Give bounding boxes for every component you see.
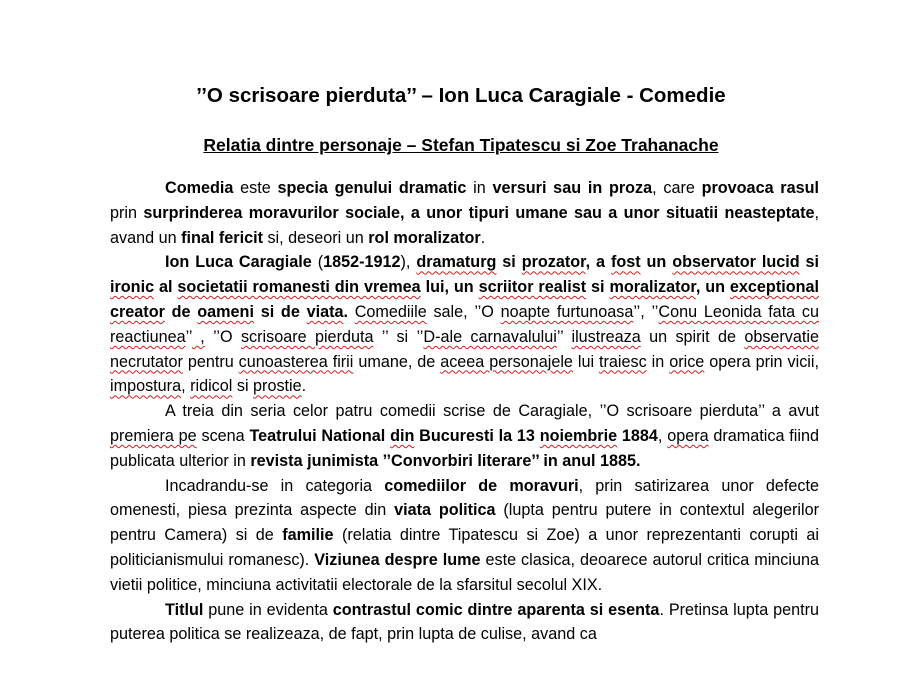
text-run: un spirit de <box>640 327 745 346</box>
text-run: , prin satirizarea unor defecte omenesti, piesa prezinta aspecte din <box>110 476 820 520</box>
text-run: lui <box>572 352 600 371</box>
text-run: in <box>466 179 493 197</box>
text-run: premiera pe <box>110 426 197 445</box>
text-run: impostura <box>110 377 182 396</box>
text-run: observator lucid <box>672 253 800 272</box>
paragraph-author <box>110 250 819 399</box>
text-run: , <box>191 327 205 346</box>
text-run: comediilor de moravuri <box>384 476 579 495</box>
text-run: provoaca rasul <box>701 179 819 197</box>
text-run: scena <box>196 426 250 445</box>
text-run: prin <box>110 203 144 222</box>
text-run: moralizator <box>609 278 696 297</box>
text-run: ’’ <box>556 327 572 346</box>
text-run: revista junimista ’’Convorbiri literare’’ in anul 1885. <box>250 451 641 470</box>
text-run: ridicol <box>190 377 233 396</box>
text-run: Viziunea despre lume <box>314 550 481 569</box>
text-run: viata <box>306 302 344 321</box>
document-title: ’’O scrisoare pierduta’’ – Ion Luca Caragiale - Comedie <box>196 84 726 107</box>
text-run: Incadrandu-se in categoria <box>165 476 385 495</box>
text-run: . <box>301 377 307 396</box>
text-run: dramaturg <box>416 253 497 272</box>
text-run: ’’ <box>185 327 192 346</box>
text-run: cunoasterea firii <box>238 352 354 371</box>
text-run: al <box>154 278 178 297</box>
paragraph-title-analysis <box>110 598 819 648</box>
text-run: sale, ’’O <box>426 302 501 321</box>
text-run: orice <box>669 352 705 371</box>
text-run: ( <box>311 253 324 272</box>
text-run: in <box>646 352 670 371</box>
text-run: fost <box>610 253 641 272</box>
text-run: si, deseori un <box>262 228 369 247</box>
text-run: viata politica <box>394 501 496 520</box>
text-run: Bucuresti la 13 <box>414 426 540 445</box>
text-run: ), <box>400 253 417 272</box>
text-run: noiembrie <box>539 426 618 445</box>
text-run <box>348 303 355 321</box>
subtitle-text: Relatia dintre personaje – Stefan Tipatescu si Zoe Trahanache <box>203 135 719 155</box>
text-run: ’’, ’’ <box>633 302 659 321</box>
text-run: 1852-1912 <box>323 253 401 272</box>
document-body <box>110 176 819 647</box>
text-run: Ion Luca Caragiale <box>165 253 312 272</box>
text-run: umane, de <box>353 352 441 371</box>
text-run: , a <box>585 253 611 272</box>
paragraph-category <box>110 474 819 598</box>
text-run: Teatrului National <box>249 426 391 445</box>
text-run: . <box>480 228 486 247</box>
text-run: opera prin vicii, <box>704 352 819 371</box>
text-run: Conu Leonida fata cu reactiunea <box>110 302 820 346</box>
text-run: . Pretinsa lupta pentru puterea politica se realizeaza, de fapt, prin lupta de culise, avand ca <box>110 600 819 644</box>
text-run: din <box>390 426 415 445</box>
text-run: surprinderea moravurilor sociale, a unor tipuri umane sau a unor situatii neasteptate <box>143 203 815 222</box>
text-run: lui, un <box>420 278 479 297</box>
text-run: noapte furtunoasa <box>500 302 634 321</box>
text-run: scriitor realist <box>478 278 587 297</box>
text-run: un <box>640 253 673 272</box>
text-run: ironic <box>110 278 155 297</box>
text-run: , <box>657 426 668 445</box>
text-run: societatii romanesti din vremea <box>177 278 421 297</box>
text-run: observatie necrutator <box>110 327 819 371</box>
document-subtitle <box>0 133 922 157</box>
text-run: specia genului dramatic <box>277 179 467 197</box>
text-run: este <box>233 179 278 197</box>
text-run: Comedia <box>165 179 234 197</box>
text-run: rol moralizator <box>368 228 481 247</box>
text-run: final fericit <box>181 228 263 247</box>
text-run: dramatica fiind publicata ulterior in <box>110 426 819 470</box>
paragraph-premiere <box>110 399 819 473</box>
text-run: 1884 <box>617 426 658 445</box>
text-run: pentru <box>182 352 239 371</box>
text-run: , un <box>695 278 730 297</box>
text-run: Titlul <box>165 600 204 619</box>
paragraph-comedy-definition <box>110 176 819 250</box>
text-run: , care <box>652 179 702 197</box>
text-run: ’’O <box>204 327 241 346</box>
text-run: , <box>181 377 191 396</box>
text-run: opera <box>667 426 709 445</box>
text-run: (lupta pentru putere in contextul alegerilor pentru Camera) si de <box>110 501 820 545</box>
text-run: scrisoare pierduta <box>240 327 374 346</box>
text-run: Comediile <box>354 302 427 321</box>
text-run: si <box>799 253 820 272</box>
text-run: , avand un <box>110 203 819 247</box>
text-run: . <box>343 302 348 321</box>
text-run: oameni <box>197 302 254 321</box>
text-run: contrastul comic dintre aparenta si esenta <box>332 600 660 619</box>
text-run: ’’ si ’’ <box>373 327 424 346</box>
text-run: si <box>232 377 254 396</box>
text-run: A treia din seria celor patru comedii scrise de Caragiale, ’’O scrisoare pierduta’’ a avut <box>165 402 819 421</box>
text-run: prozator <box>521 253 586 272</box>
text-run: ilustreaza <box>571 327 641 346</box>
text-run: si de <box>253 302 307 321</box>
text-run: (relatia dintre Tipatescu si Zoe) a unor reprezentanti corupti ai politicianismului romanesc). <box>110 526 819 569</box>
text-run: si <box>496 253 522 272</box>
text-run: traiesc <box>599 352 647 371</box>
text-run: pune in evidenta <box>203 600 333 619</box>
text-run: este clasica, deoarece autorul critica minciuna vietii politice, minciuna activitatii electorale de la sfarsitul secolul XIX. <box>110 550 820 594</box>
text-run: familie <box>282 526 334 545</box>
text-run: D-ale carnavalului <box>423 327 557 346</box>
text-run: versuri sau in proza <box>492 179 653 197</box>
text-run: aceea personajele <box>440 352 573 371</box>
text-run: exceptional creator <box>110 278 819 321</box>
text-run: prostie <box>253 377 302 396</box>
text-run: si <box>586 278 610 297</box>
text-run: de <box>164 302 198 321</box>
